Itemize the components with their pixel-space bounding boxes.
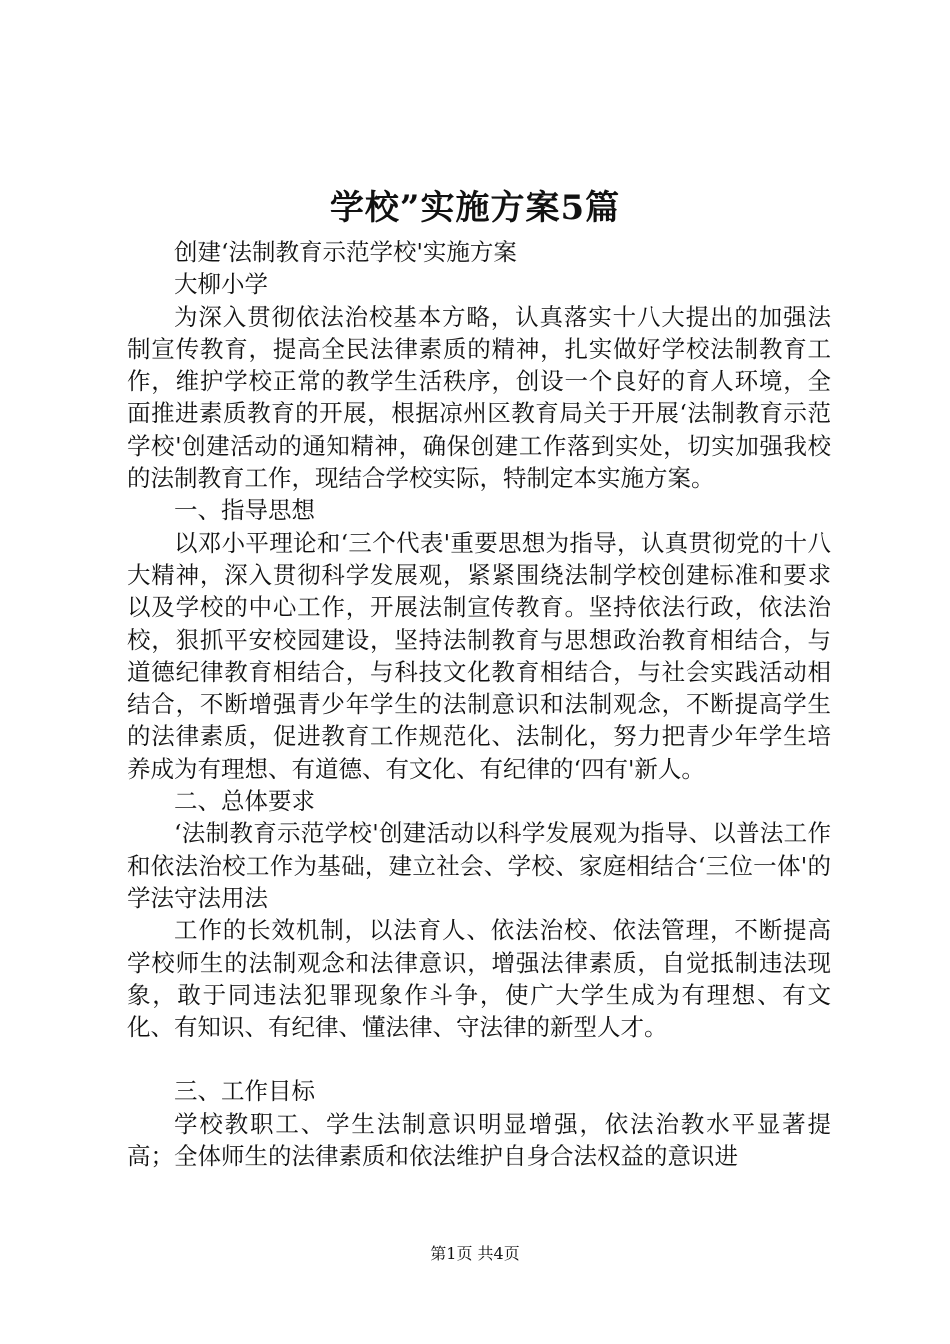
section-heading-guiding-ideology: 一、指导思想 — [174, 496, 315, 525]
subtitle-school-name: 大柳小学 — [174, 270, 268, 299]
document-body — [127, 236, 831, 1172]
paragraph-work-goals: 学校教职工、学生法制意识明显增强，依法治教水平显著提高；全体师生的法律素质和依法维护自身合法权益的意识进 — [127, 1109, 831, 1171]
paragraph-guiding-ideology: 以邓小平理论和‘三个代表'重要思想为指导，认真贯彻党的十八大精神，深入贯彻科学发展观，紧紧围绕法制学校创建标准和要求以及学校的中心工作，开展法制宣传教育。坚持依法行政，依法治校，狠抓平安校园建设，坚持法制教育与思想政治教育相结合，与道德纪律教育相结合，与科技文化教育相结合，与社会实践活动相结合，不断增强青少年学生的法制意识和法制观念，不断提高学生的法律素质，促进教育工作规范化、法制化，努力把青少年学生培养成为有理想、有道德、有文化、有纪律的‘四有'新人。 — [127, 528, 831, 783]
subtitle-plan-name: 创建‘法制教育示范学校'实施方案 — [174, 238, 517, 266]
paragraph-intro: 为深入贯彻依法治校基本方略，认真落实十八大提出的加强法制宣传教育，提高全民法律素质的精神，扎实做好学校法制教育工作，维护学校正常的教学生活秩序，创设一个良好的育人环境，全面推进素质教育的开展，根据凉州区教育局关于开展‘法制教育示范学校'创建活动的通知精神，确保创建工作落到实处，切实加强我校的法制教育工作，现结合学校实际，特制定本实施方案。 — [127, 302, 831, 493]
paragraph-long-term-mechanism: 工作的长效机制，以法育人、依法治校、依法管理，不断提高学校师生的法制观念和法律意识，增强法律素质，自觉抵制违法现象，敢于同违法犯罪现象作斗争，使广大学生成为有理想、有文化、有知识、有纪律、懂法律、守法律的新型人才。 — [127, 916, 831, 1042]
page-title: 学校”实施方案5篇 — [329, 188, 621, 228]
page-number-footer: 第1页 共4页 — [430, 1244, 520, 1263]
paragraph-general-requirements: ‘法制教育示范学校'创建活动以科学发展观为指导、以普法工作和依法治校工作为基础，建立社会、学校、家庭相结合‘三位一体'的学法守法用法 — [127, 819, 831, 912]
section-heading-work-goals: 三、工作目标 — [174, 1077, 315, 1106]
section-heading-general-requirements: 二、总体要求 — [174, 787, 315, 816]
